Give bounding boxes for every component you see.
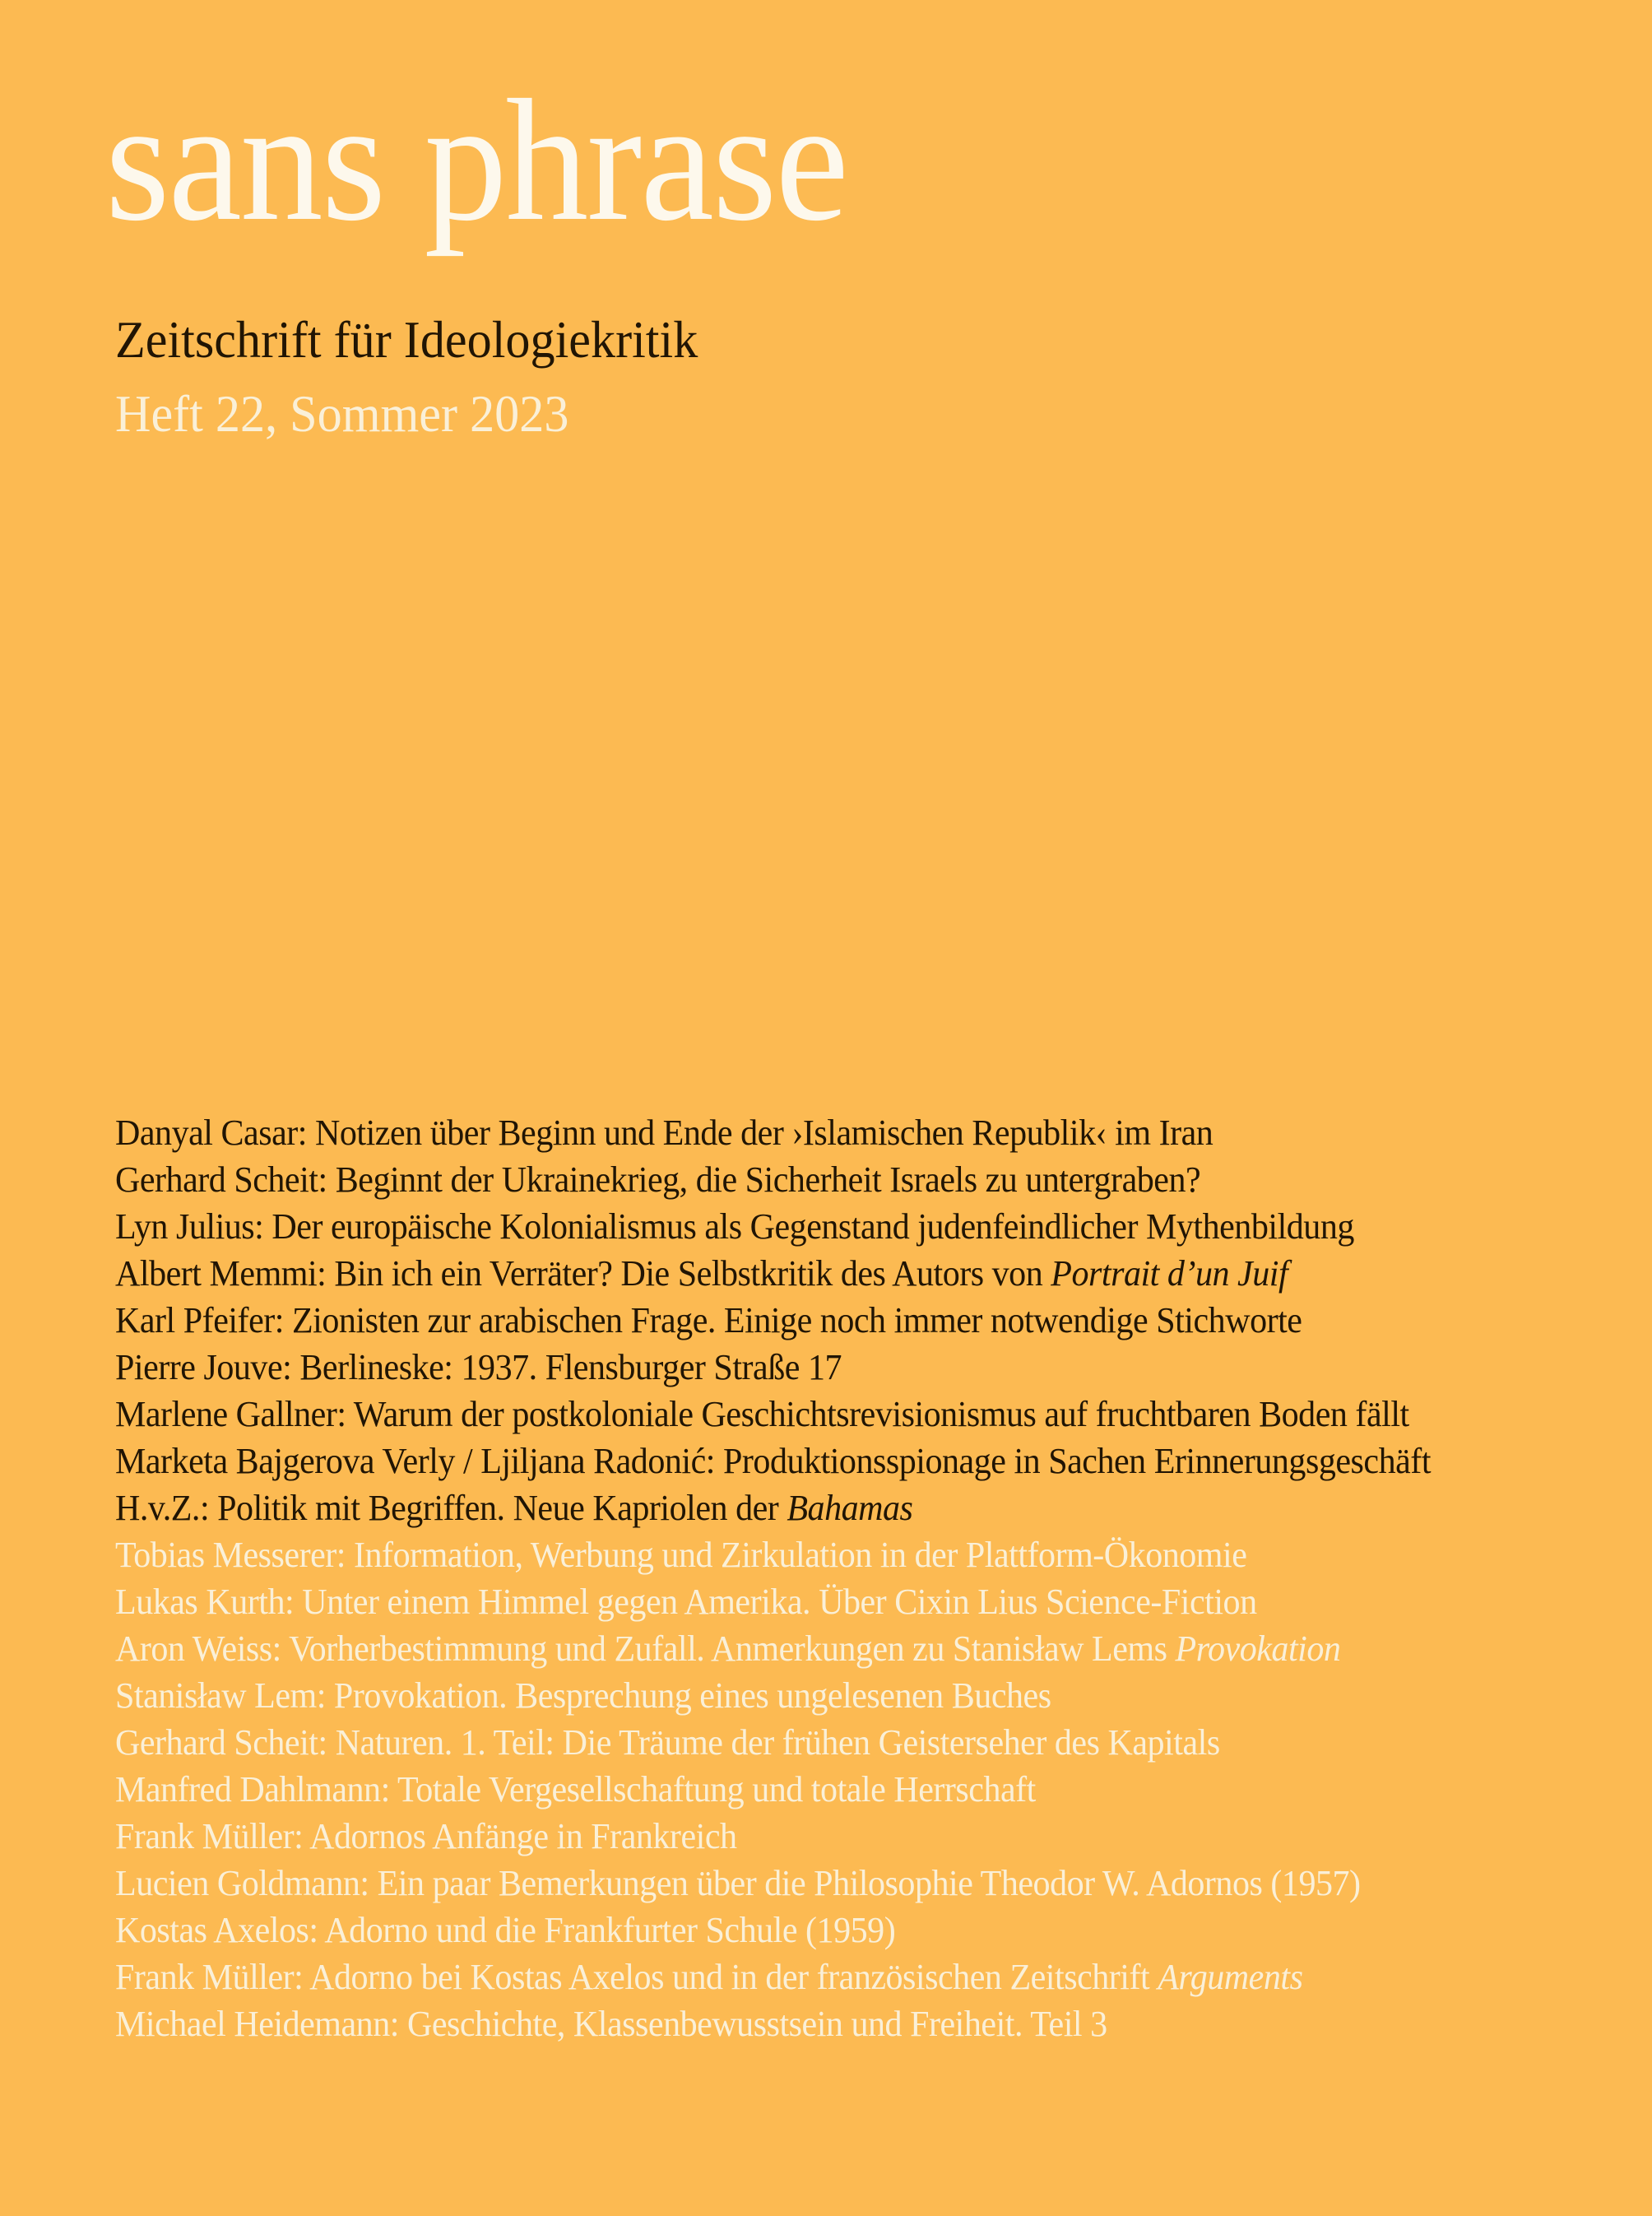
toc-item-text: Gerhard Scheit: Naturen. 1. Teil: Die Träume der frühen Geisterseher des Kapitals	[115, 1722, 1220, 1763]
toc-item-text: Manfred Dahlmann: Totale Vergesellschaftung und totale Herrschaft	[115, 1769, 1036, 1810]
toc-item	[115, 1344, 1576, 1391]
toc-item-text: Gerhard Scheit: Beginnt der Ukrainekrieg, die Sicherheit Israels zu untergraben?	[115, 1159, 1201, 1200]
toc-item-text: Lucien Goldmann: Ein paar Bemerkungen über die Philosophie Theodor W. Adornos (1957)	[115, 1863, 1361, 1903]
toc-item	[115, 1907, 1576, 1954]
toc-item	[115, 1156, 1576, 1203]
toc-item	[115, 1860, 1576, 1907]
toc-item	[115, 1672, 1576, 1719]
toc-item	[115, 1719, 1576, 1766]
toc-item	[115, 1625, 1576, 1672]
toc-item	[115, 2000, 1576, 2047]
toc-item-text: Aron Weiss: Vorherbestimmung und Zufall. Anmerkungen zu Stanisław Lems	[115, 1628, 1176, 1669]
toc-list	[115, 1109, 1645, 2047]
toc-item-text: Lukas Kurth: Unter einem Himmel gegen Amerika. Über Cixin Lius Science-Fiction	[115, 1582, 1257, 1622]
magazine-subtitle: Zeitschrift für Ideologiekritik	[115, 310, 698, 369]
toc-item	[115, 1954, 1576, 2000]
toc-item	[115, 1109, 1576, 1156]
toc-item-text: Michael Heidemann: Geschichte, Klassenbewusstsein und Freiheit. Teil 3	[115, 2004, 1107, 2044]
toc-item-text: Frank Müller: Adorno bei Kostas Axelos und in der französischen Zeitschrift	[115, 1957, 1158, 1997]
toc-item-text: Karl Pfeifer: Zionisten zur arabischen Frage. Einige noch immer notwendige Stichworte	[115, 1300, 1302, 1340]
toc-item-text: Danyal Casar: Notizen über Beginn und Ende der ›Islamischen Republik‹ im Iran	[115, 1113, 1213, 1153]
toc-item	[115, 1531, 1576, 1578]
toc-item	[115, 1250, 1576, 1297]
toc-item-text: Marketa Bajgerova Verly / Ljiljana Radonić: Produktionsspionage in Sachen Erinnerungsgeschäft	[115, 1441, 1432, 1481]
toc-item-text: H.v.Z.: Politik mit Begriffen. Neue Kapriolen der	[115, 1488, 787, 1528]
toc-item	[115, 1297, 1576, 1344]
toc-item-work-title: Arguments	[1158, 1957, 1303, 1997]
issue-label: Heft 22, Sommer 2023	[115, 384, 569, 443]
toc-item-text: Albert Memmi: Bin ich ein Verräter? Die Selbstkritik des Autors von	[115, 1253, 1051, 1294]
toc-item	[115, 1484, 1576, 1531]
toc-item-text: Lyn Julius: Der europäische Kolonialismus als Gegenstand judenfeindlicher Mythenbildung	[115, 1206, 1354, 1247]
toc-item-work-title: Bahamas	[787, 1488, 913, 1528]
toc-item-work-title: Portrait d’un Juif	[1051, 1253, 1288, 1294]
toc-item	[115, 1391, 1576, 1438]
toc-item	[115, 1813, 1576, 1860]
toc-item	[115, 1766, 1576, 1813]
toc-item-text: Frank Müller: Adornos Anfänge in Frankreich	[115, 1816, 737, 1856]
toc-item	[115, 1203, 1576, 1250]
toc-item	[115, 1438, 1576, 1484]
toc-item-text: Stanisław Lem: Provokation. Besprechung eines ungelesenen Buches	[115, 1675, 1051, 1716]
toc-item-work-title: Provokation	[1175, 1628, 1341, 1669]
toc-item-text: Marlene Gallner: Warum der postkoloniale Geschichtsrevisionismus auf fruchtbaren Boden fällt	[115, 1394, 1409, 1434]
toc-item-text: Tobias Messerer: Information, Werbung und Zirkulation in der Plattform-Ökonomie	[115, 1535, 1247, 1575]
toc-item	[115, 1578, 1576, 1625]
toc-item-text: Kostas Axelos: Adorno und die Frankfurter Schule (1959)	[115, 1910, 896, 1950]
magazine-title: sans phrase	[105, 63, 847, 257]
toc-item-text: Pierre Jouve: Berlineske: 1937. Flensburger Straße 17	[115, 1347, 842, 1387]
